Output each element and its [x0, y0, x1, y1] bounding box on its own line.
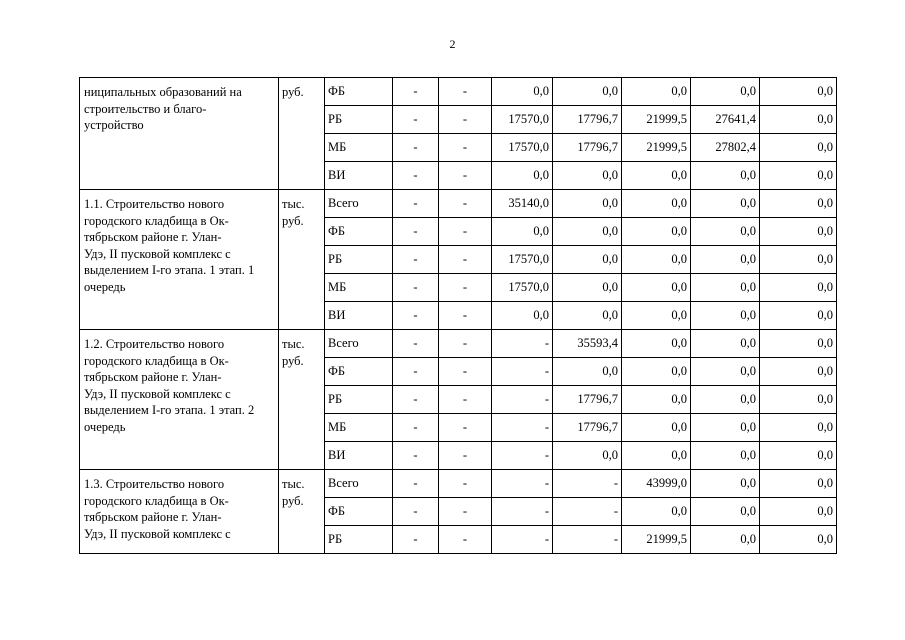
value-cell: 0,0 [760, 470, 837, 498]
value-cell: 0,0 [760, 386, 837, 414]
value-cell: - [439, 274, 492, 302]
source-cell: ФБ [325, 78, 393, 106]
value-cell: 0,0 [553, 358, 622, 386]
value-cell: 0,0 [691, 414, 760, 442]
value-cell: - [492, 414, 553, 442]
value-cell: 0,0 [760, 302, 837, 330]
value-cell: 0,0 [760, 274, 837, 302]
value-cell: 0,0 [492, 302, 553, 330]
value-cell: 0,0 [760, 134, 837, 162]
value-cell: - [492, 442, 553, 470]
value-cell: - [439, 106, 492, 134]
value-cell: 0,0 [760, 162, 837, 190]
value-cell: 0,0 [691, 470, 760, 498]
value-cell: - [393, 358, 439, 386]
value-cell: 17570,0 [492, 106, 553, 134]
value-cell: - [393, 498, 439, 526]
value-cell: - [393, 134, 439, 162]
value-cell: 35593,4 [553, 330, 622, 358]
value-cell: 21999,5 [622, 106, 691, 134]
value-cell: 0,0 [691, 330, 760, 358]
value-cell: 0,0 [622, 386, 691, 414]
value-cell: 0,0 [691, 78, 760, 106]
value-cell: 17570,0 [492, 134, 553, 162]
value-cell: - [439, 302, 492, 330]
value-cell: 21999,5 [622, 526, 691, 554]
value-cell: 17796,7 [553, 134, 622, 162]
value-cell: 0,0 [691, 498, 760, 526]
budget-table [79, 77, 837, 554]
source-cell: РБ [325, 106, 393, 134]
value-cell: 17570,0 [492, 274, 553, 302]
item-name-text: 1.1. Строительство нового городского кладбища в Ок- тябрьском районе г. Улан- Удэ, II пусковой комплекс с выделением I-го этапа. 1 этап. 1 очередь [84, 197, 255, 294]
value-cell: 17796,7 [553, 386, 622, 414]
source-cell: МБ [325, 414, 393, 442]
value-cell: - [393, 78, 439, 106]
value-cell: 0,0 [760, 218, 837, 246]
source-cell: РБ [325, 526, 393, 554]
value-cell: 21999,5 [622, 134, 691, 162]
value-cell: - [439, 498, 492, 526]
value-cell: - [492, 358, 553, 386]
value-cell: - [439, 358, 492, 386]
value-cell: - [393, 470, 439, 498]
source-cell: ФБ [325, 218, 393, 246]
value-cell: - [393, 442, 439, 470]
value-cell: 0,0 [691, 442, 760, 470]
table-body [80, 78, 837, 554]
value-cell: 0,0 [691, 162, 760, 190]
value-cell: - [492, 330, 553, 358]
value-cell: - [393, 386, 439, 414]
value-cell: - [492, 470, 553, 498]
table-row [80, 78, 837, 106]
value-cell: 0,0 [553, 78, 622, 106]
source-cell: Всего [325, 330, 393, 358]
value-cell: 0,0 [760, 442, 837, 470]
value-cell: - [439, 190, 492, 218]
value-cell: - [439, 330, 492, 358]
source-cell: МБ [325, 274, 393, 302]
value-cell: 0,0 [622, 302, 691, 330]
value-cell: 0,0 [622, 330, 691, 358]
source-cell: РБ [325, 386, 393, 414]
value-cell: 0,0 [622, 162, 691, 190]
value-cell: 0,0 [622, 190, 691, 218]
value-cell: 0,0 [760, 526, 837, 554]
value-cell: - [439, 162, 492, 190]
value-cell: - [439, 414, 492, 442]
table-row [80, 330, 837, 358]
value-cell: 0,0 [492, 162, 553, 190]
value-cell: 0,0 [553, 246, 622, 274]
item-name-cell [80, 330, 279, 470]
unit-cell: тыс. руб. [279, 330, 325, 470]
value-cell: 0,0 [553, 442, 622, 470]
page-number: 2 [449, 37, 456, 51]
value-cell: 0,0 [760, 106, 837, 134]
value-cell: - [439, 246, 492, 274]
item-name-cell [80, 78, 279, 190]
item-name-text: 1.2. Строительство нового городского кладбища в Ок- тябрьском районе г. Улан- Удэ, II пусковой комплекс с выделением I-го этапа. 1 этап. 2 очередь [84, 337, 255, 434]
value-cell: - [393, 274, 439, 302]
value-cell: 27802,4 [691, 134, 760, 162]
value-cell: 0,0 [691, 302, 760, 330]
value-cell: 0,0 [691, 246, 760, 274]
item-name-cell [80, 190, 279, 330]
value-cell: - [439, 442, 492, 470]
value-cell: 0,0 [760, 190, 837, 218]
unit-cell: руб. [279, 78, 325, 190]
value-cell: - [393, 330, 439, 358]
value-cell: 0,0 [622, 218, 691, 246]
value-cell: 27641,4 [691, 106, 760, 134]
value-cell: 43999,0 [622, 470, 691, 498]
value-cell: - [393, 414, 439, 442]
value-cell: - [439, 78, 492, 106]
value-cell: 0,0 [622, 78, 691, 106]
value-cell: 0,0 [760, 78, 837, 106]
item-name-cell [80, 470, 279, 554]
value-cell: 0,0 [691, 358, 760, 386]
source-cell: ВИ [325, 302, 393, 330]
value-cell: 0,0 [760, 246, 837, 274]
item-name-text: ниципальных образований на строительство и благо- устройство [84, 85, 242, 132]
value-cell: 0,0 [760, 358, 837, 386]
value-cell: 0,0 [622, 246, 691, 274]
value-cell: - [393, 190, 439, 218]
value-cell: - [553, 470, 622, 498]
value-cell: 35140,0 [492, 190, 553, 218]
value-cell: 0,0 [553, 218, 622, 246]
value-cell: - [393, 302, 439, 330]
value-cell: 0,0 [760, 498, 837, 526]
source-cell: ФБ [325, 358, 393, 386]
table-row [80, 190, 837, 218]
source-cell: ВИ [325, 442, 393, 470]
value-cell: 0,0 [691, 274, 760, 302]
value-cell: - [553, 526, 622, 554]
unit-cell: тыс. руб. [279, 190, 325, 330]
source-cell: МБ [325, 134, 393, 162]
source-cell: Всего [325, 470, 393, 498]
value-cell: 0,0 [622, 414, 691, 442]
source-cell: ВИ [325, 162, 393, 190]
value-cell: 0,0 [492, 78, 553, 106]
item-name-text: 1.3. Строительство нового городского кладбища в Ок- тябрьском районе г. Улан- Удэ, II пусковой комплекс с [84, 477, 231, 541]
value-cell: 0,0 [622, 358, 691, 386]
value-cell: - [439, 526, 492, 554]
value-cell: - [492, 526, 553, 554]
value-cell: 0,0 [760, 330, 837, 358]
value-cell: 0,0 [622, 498, 691, 526]
value-cell: - [492, 498, 553, 526]
value-cell: 0,0 [622, 274, 691, 302]
value-cell: 0,0 [553, 302, 622, 330]
value-cell: - [439, 386, 492, 414]
value-cell: 0,0 [691, 218, 760, 246]
value-cell: 0,0 [760, 414, 837, 442]
unit-cell: тыс. руб. [279, 470, 325, 554]
value-cell: 0,0 [553, 162, 622, 190]
value-cell: 0,0 [691, 386, 760, 414]
value-cell: 0,0 [492, 218, 553, 246]
source-cell: РБ [325, 246, 393, 274]
value-cell: - [393, 526, 439, 554]
value-cell: - [393, 106, 439, 134]
value-cell: 17796,7 [553, 106, 622, 134]
value-cell: 0,0 [691, 190, 760, 218]
value-cell: - [393, 218, 439, 246]
value-cell: - [393, 246, 439, 274]
value-cell: 0,0 [622, 442, 691, 470]
value-cell: - [439, 134, 492, 162]
value-cell: - [393, 162, 439, 190]
value-cell: 0,0 [553, 190, 622, 218]
value-cell: - [553, 498, 622, 526]
value-cell: - [439, 470, 492, 498]
value-cell: 0,0 [553, 274, 622, 302]
table-row [80, 470, 837, 498]
value-cell: 17570,0 [492, 246, 553, 274]
source-cell: Всего [325, 190, 393, 218]
value-cell: 17796,7 [553, 414, 622, 442]
source-cell: ФБ [325, 498, 393, 526]
value-cell: 0,0 [691, 526, 760, 554]
value-cell: - [439, 218, 492, 246]
value-cell: - [492, 386, 553, 414]
